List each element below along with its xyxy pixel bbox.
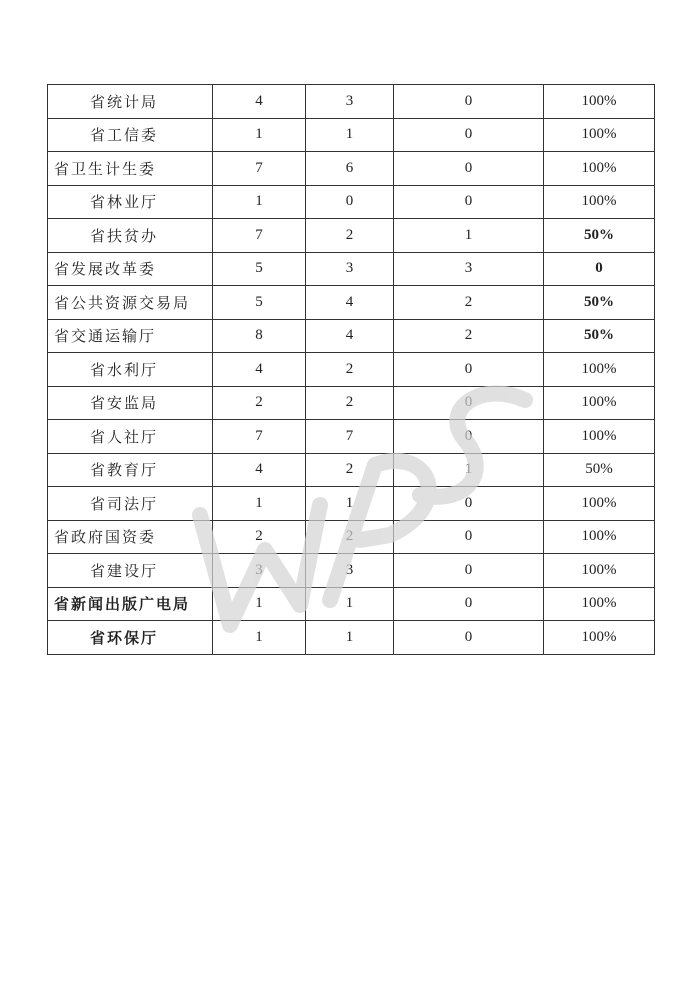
count-a-cell: 7 xyxy=(213,420,306,454)
count-c-cell: 0 xyxy=(394,487,544,521)
count-c-cell: 0 xyxy=(394,118,544,152)
count-b-cell: 6 xyxy=(306,152,394,186)
table-row xyxy=(48,319,655,353)
count-a-cell: 4 xyxy=(213,353,306,387)
count-a-cell: 2 xyxy=(213,386,306,420)
rate-cell: 100% xyxy=(544,487,655,521)
count-c-cell: 0 xyxy=(394,420,544,454)
department-name-cell: 省新闻出版广电局 xyxy=(48,587,213,621)
department-name-cell: 省环保厅 xyxy=(48,621,213,655)
count-b-cell: 2 xyxy=(306,386,394,420)
department-name-cell: 省司法厅 xyxy=(48,487,213,521)
count-b-cell: 1 xyxy=(306,621,394,655)
department-name-cell: 省公共资源交易局 xyxy=(48,286,213,320)
count-b-cell: 1 xyxy=(306,118,394,152)
count-c-cell: 2 xyxy=(394,286,544,320)
rate-cell: 50% xyxy=(544,319,655,353)
rate-cell: 100% xyxy=(544,185,655,219)
count-a-cell: 2 xyxy=(213,520,306,554)
department-name-cell: 省扶贫办 xyxy=(48,219,213,253)
rate-cell: 100% xyxy=(544,554,655,588)
count-a-cell: 3 xyxy=(213,554,306,588)
department-name-cell: 省教育厅 xyxy=(48,453,213,487)
count-b-cell: 4 xyxy=(306,286,394,320)
table-row xyxy=(48,621,655,655)
count-c-cell: 1 xyxy=(394,453,544,487)
count-a-cell: 5 xyxy=(213,286,306,320)
count-c-cell: 2 xyxy=(394,319,544,353)
table-row xyxy=(48,587,655,621)
table-row xyxy=(48,420,655,454)
department-name-cell: 省水利厅 xyxy=(48,353,213,387)
count-c-cell: 0 xyxy=(394,386,544,420)
table-row xyxy=(48,286,655,320)
count-b-cell: 3 xyxy=(306,85,394,119)
count-b-cell: 2 xyxy=(306,520,394,554)
table-row xyxy=(48,118,655,152)
count-c-cell: 1 xyxy=(394,219,544,253)
rate-cell: 100% xyxy=(544,118,655,152)
count-c-cell: 0 xyxy=(394,587,544,621)
count-b-cell: 2 xyxy=(306,353,394,387)
department-name-cell: 省发展改革委 xyxy=(48,252,213,286)
rate-cell: 50% xyxy=(544,453,655,487)
rate-cell: 100% xyxy=(544,353,655,387)
department-name-cell: 省政府国资委 xyxy=(48,520,213,554)
table-row xyxy=(48,386,655,420)
count-a-cell: 8 xyxy=(213,319,306,353)
department-name-cell: 省工信委 xyxy=(48,118,213,152)
department-name-cell: 省交通运输厅 xyxy=(48,319,213,353)
rate-cell: 50% xyxy=(544,219,655,253)
rate-cell: 100% xyxy=(544,152,655,186)
table-row xyxy=(48,85,655,119)
table-row xyxy=(48,453,655,487)
table-row xyxy=(48,353,655,387)
rate-cell: 100% xyxy=(544,621,655,655)
count-a-cell: 4 xyxy=(213,453,306,487)
count-a-cell: 1 xyxy=(213,587,306,621)
count-a-cell: 1 xyxy=(213,621,306,655)
count-b-cell: 0 xyxy=(306,185,394,219)
count-c-cell: 0 xyxy=(394,353,544,387)
count-a-cell: 4 xyxy=(213,85,306,119)
table-row xyxy=(48,520,655,554)
count-a-cell: 5 xyxy=(213,252,306,286)
rate-cell: 100% xyxy=(544,520,655,554)
count-c-cell: 0 xyxy=(394,85,544,119)
rate-cell: 0 xyxy=(544,252,655,286)
table-row xyxy=(48,152,655,186)
department-name-cell: 省安监局 xyxy=(48,386,213,420)
statistics-table xyxy=(47,84,655,655)
rate-cell: 50% xyxy=(544,286,655,320)
count-c-cell: 3 xyxy=(394,252,544,286)
count-b-cell: 2 xyxy=(306,453,394,487)
count-b-cell: 7 xyxy=(306,420,394,454)
count-c-cell: 0 xyxy=(394,621,544,655)
rate-cell: 100% xyxy=(544,420,655,454)
count-a-cell: 1 xyxy=(213,487,306,521)
count-c-cell: 0 xyxy=(394,185,544,219)
table-row xyxy=(48,252,655,286)
count-b-cell: 4 xyxy=(306,319,394,353)
department-name-cell: 省卫生计生委 xyxy=(48,152,213,186)
count-b-cell: 3 xyxy=(306,554,394,588)
count-c-cell: 0 xyxy=(394,554,544,588)
count-b-cell: 1 xyxy=(306,587,394,621)
department-name-cell: 省林业厅 xyxy=(48,185,213,219)
table-row xyxy=(48,185,655,219)
count-c-cell: 0 xyxy=(394,152,544,186)
table-row xyxy=(48,487,655,521)
count-a-cell: 7 xyxy=(213,152,306,186)
table-row xyxy=(48,554,655,588)
count-b-cell: 1 xyxy=(306,487,394,521)
count-a-cell: 1 xyxy=(213,185,306,219)
count-b-cell: 3 xyxy=(306,252,394,286)
count-b-cell: 2 xyxy=(306,219,394,253)
count-a-cell: 1 xyxy=(213,118,306,152)
department-name-cell: 省统计局 xyxy=(48,85,213,119)
department-name-cell: 省建设厅 xyxy=(48,554,213,588)
table-body xyxy=(48,85,655,655)
rate-cell: 100% xyxy=(544,85,655,119)
rate-cell: 100% xyxy=(544,386,655,420)
table-row xyxy=(48,219,655,253)
department-name-cell: 省人社厅 xyxy=(48,420,213,454)
rate-cell: 100% xyxy=(544,587,655,621)
count-c-cell: 0 xyxy=(394,520,544,554)
count-a-cell: 7 xyxy=(213,219,306,253)
